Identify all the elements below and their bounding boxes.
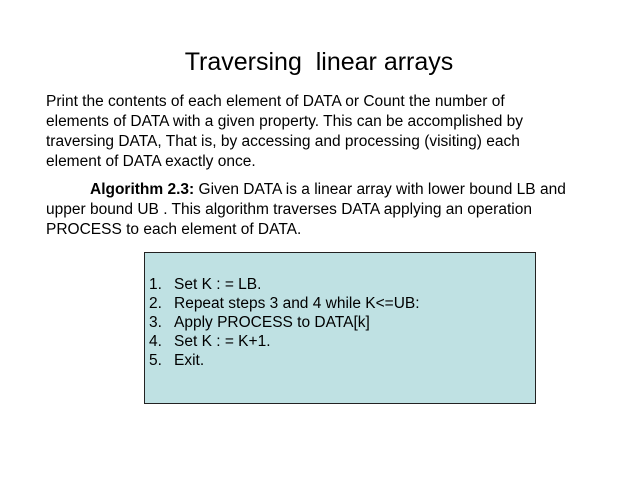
step-number: 2. — [149, 295, 162, 312]
step-text: Set K : = LB. — [174, 276, 262, 293]
algorithm-description-line: PROCESS to each element of DATA. — [46, 221, 302, 238]
step-text: Apply PROCESS to DATA[k] — [174, 314, 370, 331]
step-text: Repeat steps 3 and 4 while K<=UB: — [174, 295, 420, 312]
algorithm-step — [149, 332, 420, 351]
step-text: Exit. — [174, 352, 205, 369]
algorithm-step — [149, 313, 420, 332]
step-number: 4. — [149, 333, 162, 350]
algorithm-label: Algorithm 2.3: — [90, 181, 195, 198]
intro-line: traversing DATA, That is, by accessing and processing (visiting) each — [46, 133, 520, 150]
algorithm-description-text: Given DATA is a linear array with lower bound LB and — [194, 181, 566, 198]
algorithm-description-line — [46, 180, 606, 200]
algorithm-steps-list — [149, 275, 420, 370]
intro-line: elements of DATA with a given property. This can be accomplished by — [46, 113, 524, 130]
algorithm-step — [149, 351, 420, 370]
algorithm-step — [149, 275, 420, 294]
step-number: 5. — [149, 352, 162, 369]
intro-line: element of DATA exactly once. — [46, 153, 256, 170]
algorithm-description-line: upper bound UB . This algorithm traverses DATA applying an operation — [46, 201, 532, 218]
intro-paragraph — [46, 92, 556, 172]
algorithm-steps-box — [144, 252, 536, 404]
step-text: Set K : = K+1. — [174, 333, 271, 350]
slide-title: Traversing linear arrays — [184, 48, 454, 76]
step-number: 3. — [149, 314, 162, 331]
algorithm-step — [149, 294, 420, 313]
algorithm-description — [46, 180, 606, 240]
intro-line: Print the contents of each element of DATA or Count the number of — [46, 93, 505, 110]
step-number: 1. — [149, 276, 162, 293]
